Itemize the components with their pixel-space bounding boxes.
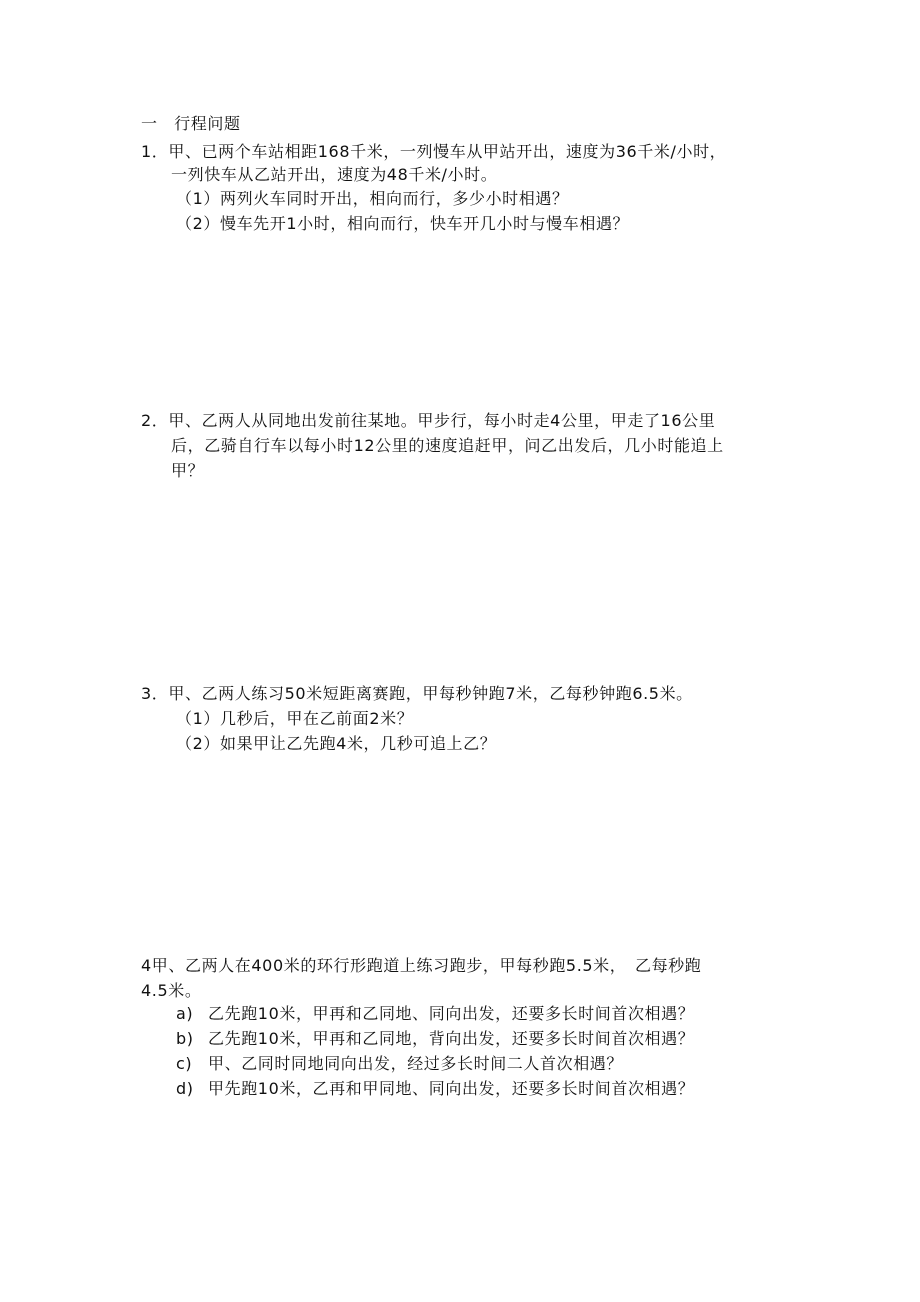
option-text: 乙先跑10米，甲再和乙同地，背向出发，还要多长时间首次相遇？ [208,1029,695,1048]
option-text: 甲、乙同时同地同向出发，经过多长时间二人首次相遇？ [208,1054,624,1073]
problem-1-line-2: 一列快车从乙站开出，速度为48千米/小时。 [171,165,498,184]
problem-4-line-1: 4甲、乙两人在400米的环行形跑道上练习跑步，甲每秒跑5.5米， 乙每秒跑 [141,956,702,975]
problem-4-option-b [176,1029,694,1049]
problem-3-line-1: 3．甲、乙两人练习50米短距离赛跑，甲每秒钟跑7米，乙每秒钟跑6.5米。 [141,684,693,703]
problem-4-option-d [176,1079,694,1099]
option-text: 甲先跑10米，乙再和甲同地、同向出发，还要多长时间首次相遇？ [208,1079,695,1098]
option-marker: c) [176,1054,193,1073]
problem-1-subquestion-1: （1）两列火车同时开出，相向而行，多少小时相遇？ [176,189,569,208]
problem-2-line-2: 后，乙骑自行车以每小时12公里的速度追赶甲，问乙出发后，几小时能追上 [171,436,724,455]
problem-4-option-a [176,1004,694,1024]
problem-4-option-c [176,1054,623,1074]
option-marker: a) [176,1004,194,1023]
section-heading: 一 行程问题 [141,114,241,133]
problem-3-subquestion-1: （1）几秒后，甲在乙前面2米？ [176,709,414,728]
option-text: 乙先跑10米，甲再和乙同地、同向出发，还要多长时间首次相遇？ [208,1004,695,1023]
option-marker: d) [176,1079,194,1098]
problem-4-line-2: 4.5米。 [141,981,202,1000]
problem-1-line-1: 1．甲、已两个车站相距168千米，一列慢车从甲站开出，速度为36千米/小时， [141,142,727,161]
problem-1-subquestion-2: （2）慢车先开1小时，相向而行，快车开几小时与慢车相遇？ [176,214,630,233]
problem-2-line-3: 甲？ [171,461,205,480]
problem-2-line-1: 2．甲、乙两人从同地出发前往某地。甲步行，每小时走4公里，甲走了16公里 [141,411,716,430]
problem-3-subquestion-2: （2）如果甲让乙先跑4米，几秒可追上乙？ [176,734,497,753]
option-marker: b) [176,1029,194,1048]
